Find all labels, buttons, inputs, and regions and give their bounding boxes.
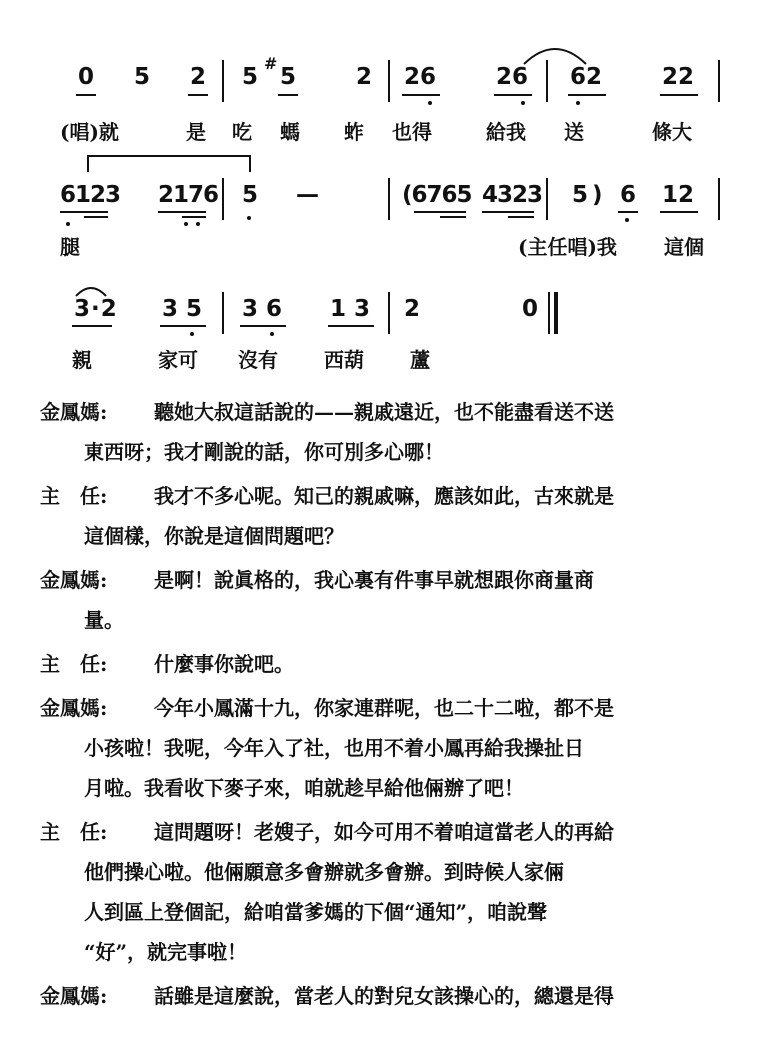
dialogue-line: 人到區上登個記，給咱當爹媽的下個“通知”，咱說聲 bbox=[84, 900, 548, 924]
speaker-label: 金鳳媽: bbox=[40, 696, 108, 720]
underline bbox=[660, 211, 698, 213]
dialogue-entry bbox=[40, 392, 740, 472]
underline bbox=[568, 94, 606, 96]
note: 0 bbox=[522, 296, 539, 322]
final-bar-thin bbox=[548, 292, 550, 334]
underline bbox=[414, 211, 466, 213]
bar-line bbox=[546, 178, 548, 220]
underline bbox=[160, 325, 206, 327]
lyric: 蘆 bbox=[410, 348, 430, 372]
dialogue-entry bbox=[40, 812, 740, 972]
lyric: 螞 bbox=[280, 120, 300, 144]
note: 5 bbox=[134, 64, 151, 90]
speaker-label: 主 任: bbox=[40, 652, 108, 676]
note: 26 bbox=[404, 64, 437, 90]
dialogue-line: 我才不多心呢。知己的親戚嘛，應該如此，古來就是 bbox=[154, 484, 614, 508]
note: 26 bbox=[496, 64, 529, 90]
lyric: 給我 bbox=[486, 120, 526, 144]
lyric: 西葫 bbox=[324, 348, 364, 372]
note: 2176 bbox=[158, 182, 219, 208]
music-score bbox=[0, 0, 772, 380]
bracket-slur bbox=[86, 152, 256, 174]
underline bbox=[494, 94, 532, 96]
low-octave-dot bbox=[247, 216, 251, 220]
speaker-label: 金鳳媽: bbox=[40, 400, 108, 424]
underline bbox=[158, 211, 206, 213]
note: 2 bbox=[190, 64, 207, 90]
underline bbox=[660, 94, 698, 96]
low-octave-dot bbox=[521, 101, 525, 105]
underline bbox=[618, 211, 638, 213]
lyric: 蚱 bbox=[344, 120, 364, 144]
speaker-label: 主 任: bbox=[40, 820, 108, 844]
note: 0 bbox=[78, 64, 95, 90]
bar-line bbox=[388, 292, 390, 334]
slur-arc bbox=[520, 40, 590, 66]
note: 6 bbox=[620, 182, 637, 208]
lyric: 親 bbox=[72, 348, 92, 372]
bar-line bbox=[718, 178, 720, 220]
low-octave-dot bbox=[576, 101, 580, 105]
speaker-label: 金鳳媽: bbox=[40, 984, 108, 1008]
note: 12 bbox=[662, 182, 695, 208]
dialogue-line: 量。 bbox=[84, 608, 124, 632]
underline bbox=[328, 325, 374, 327]
low-octave-dot bbox=[428, 101, 432, 105]
underline bbox=[72, 325, 112, 327]
dialogue-entry bbox=[40, 476, 740, 556]
note: 36 bbox=[242, 296, 291, 322]
dialogue-line: 聽她大叔這話說的——親戚遠近，也不能盡看送不送 bbox=[154, 400, 614, 424]
note: 2 bbox=[404, 296, 421, 322]
note: 5 bbox=[572, 182, 589, 208]
dialogue-line: 這問題呀！老嫂子，如今可用不着咱這當老人的再給 bbox=[154, 820, 614, 844]
lyric: 腿 bbox=[60, 235, 80, 259]
lyric: 吃 bbox=[232, 120, 252, 144]
underline bbox=[508, 216, 534, 218]
speaker-label: 主 任: bbox=[40, 484, 108, 508]
dialogue-block bbox=[40, 392, 740, 1016]
dialogue-entry bbox=[40, 560, 740, 640]
lyric: 這個 bbox=[664, 235, 704, 259]
underline bbox=[402, 94, 440, 96]
dialogue-entry bbox=[40, 644, 740, 684]
note: 22 bbox=[662, 64, 695, 90]
underline bbox=[278, 94, 298, 96]
note: 6123 bbox=[60, 182, 121, 208]
underline bbox=[240, 325, 286, 327]
bar-line bbox=[546, 60, 548, 102]
note: 35 bbox=[162, 296, 211, 322]
underline bbox=[76, 94, 96, 96]
underline bbox=[60, 211, 108, 213]
dialogue-entry bbox=[40, 976, 740, 1016]
note: 5 bbox=[242, 64, 259, 90]
low-octave-dot bbox=[190, 332, 194, 336]
note: 5 bbox=[280, 64, 297, 90]
speaker-label: 金鳳媽: bbox=[40, 568, 108, 592]
lyric: 家可 bbox=[158, 348, 198, 372]
dialogue-line: 東西呀；我才剛說的話，你可別多心哪！ bbox=[84, 440, 444, 464]
dialogue-line: 是啊！說眞格的，我心裏有件事早就想跟你商量商 bbox=[154, 568, 594, 592]
lyric: 沒有 bbox=[238, 348, 278, 372]
note: 3·2 bbox=[74, 296, 118, 322]
lyric: (主任唱)我 bbox=[518, 235, 617, 259]
bar-line bbox=[718, 60, 720, 102]
note: 5 bbox=[242, 182, 259, 208]
lyric: 是 bbox=[186, 120, 206, 144]
lyric: 也得 bbox=[392, 120, 432, 144]
dialogue-line: 話雖是這麼說，當老人的對兒女該操心的，總還是得 bbox=[154, 984, 614, 1008]
dialogue-line: 今年小鳳滿十九，你家連群呢，也二十二啦，都不是 bbox=[154, 696, 614, 720]
lyric: 送 bbox=[564, 120, 584, 144]
low-octave-dot bbox=[270, 332, 274, 336]
bar-line bbox=[222, 60, 224, 102]
bar-line bbox=[222, 178, 224, 220]
low-octave-dot bbox=[184, 222, 188, 226]
underline bbox=[188, 94, 208, 96]
dialogue-entry bbox=[40, 688, 740, 808]
low-octave-dot bbox=[625, 218, 629, 222]
note: 2 bbox=[356, 64, 373, 90]
dialogue-line: 這個樣，你說是這個問題吧？ bbox=[84, 524, 344, 548]
bar-line bbox=[222, 292, 224, 334]
note: (6765 bbox=[402, 182, 472, 208]
dialogue-line: “好”，就完事啦！ bbox=[84, 940, 248, 964]
note: 62 bbox=[570, 64, 603, 90]
lyric: 條大 bbox=[652, 120, 692, 144]
dash: — bbox=[296, 182, 319, 208]
dialogue-line: 月啦。我看收下麥子來，咱就趁早給他倆辦了吧！ bbox=[84, 776, 524, 800]
bar-line bbox=[388, 60, 390, 102]
note: 13 bbox=[330, 296, 379, 322]
underline bbox=[84, 216, 108, 218]
low-octave-dot bbox=[66, 222, 70, 226]
lyric: (唱)就 bbox=[60, 120, 119, 144]
underline bbox=[440, 216, 466, 218]
paren: ) bbox=[592, 182, 603, 208]
bar-line bbox=[388, 178, 390, 220]
dialogue-line: 什麼事你說吧。 bbox=[154, 652, 294, 676]
dialogue-line: 他們操心啦。他倆願意多會辦就多會辦。到時候人家倆 bbox=[84, 860, 564, 884]
final-bar-thick bbox=[554, 292, 558, 334]
sharp-sign: # bbox=[264, 54, 278, 73]
underline bbox=[182, 216, 206, 218]
note: 4323 bbox=[482, 182, 543, 208]
dialogue-line: 小孩啦！我呢，今年入了社，也用不着小鳳再給我操扯日 bbox=[84, 736, 584, 760]
underline bbox=[482, 211, 534, 213]
low-octave-dot bbox=[196, 222, 200, 226]
